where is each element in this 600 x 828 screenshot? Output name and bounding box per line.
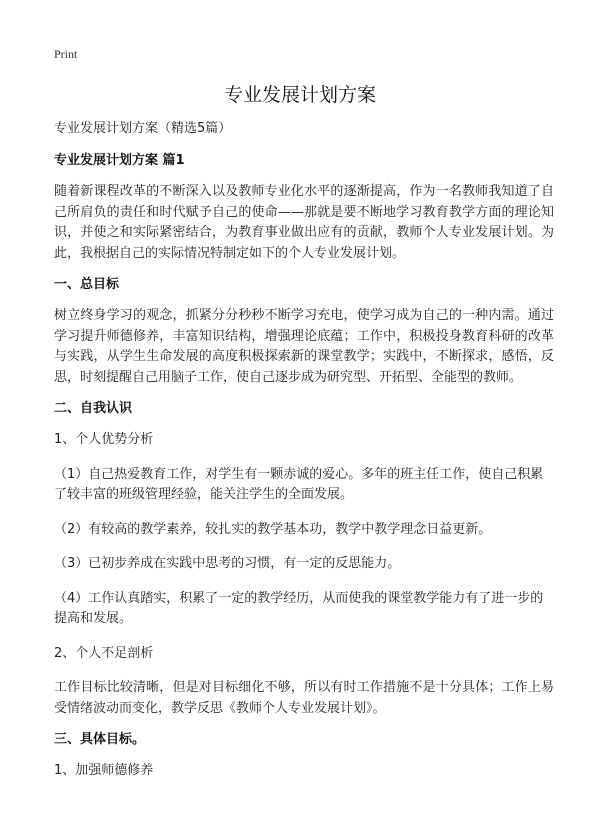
section-heading-self-assessment: 二、自我认识: [54, 401, 133, 416]
section-heading-specific-goals: 三、具体目标。: [54, 732, 146, 747]
strength-item: （4）工作认真踏实，积累了一定的教学经历，从而使我的课堂教学能力有了进一步的提高和发展。: [54, 590, 544, 626]
intro-paragraph: 随着新课程改革的不断深入以及教师专业化水平的逐渐提高，作为一名教师我知道了自己所肩负的责任和时代赋予自己的使命——那就是要不断地学习教育教学方面的理论知识，并使之和实际紧密结合，为教育事业做出应有的贡献，教师个人专业发展计划。为此，我根据自己的实际情况特制定如下的个人专业发展计划。: [54, 184, 554, 261]
document-subtitle: 专业发展计划方案（精选5篇）: [54, 121, 232, 136]
print-label[interactable]: Print: [54, 47, 78, 61]
subheading-strengths: 1、个人优势分析: [54, 432, 154, 447]
strength-item: （2）有较高的教学素养，较扎实的教学基本功，教学中教学理念日益更新。: [54, 521, 492, 537]
document-body: [54, 120, 554, 796]
article-heading: 专业发展计划方案 篇1: [54, 153, 185, 168]
strength-item: （1）自己热爱教育工作，对学生有一颗赤诚的爱心。多年的班主任工作，使自己积累了较丰富的班级管理经验，能关注学生的全面发展。: [54, 466, 544, 502]
weakness-paragraph: 工作目标比较清晰，但是对目标细化不够，所以有时工作措施不是十分具体；工作上易受情绪波动而变化，教学反思《教师个人专业发展计划》。: [54, 680, 554, 716]
section-heading-overall-goal: 一、总目标: [54, 277, 120, 292]
overall-goal-paragraph: 树立终身学习的观念，抓紧分分秒秒不断学习充电，使学习成为自己的一种内需。通过学习提升师德修养，丰富知识结构，增强理论底蕴；工作中，积极投身教育科研的改革与实践，从学生生命发展的高度积极探索新的课堂教学；实践中，不断探求，感悟，反思，时刻提醒自己用脑子工作，使自己逐步成为研究型、开拓型、全能型的教师。: [54, 308, 554, 385]
page-title: 专业发展计划方案: [223, 84, 376, 106]
subheading-weaknesses: 2、个人不足剖析: [54, 645, 154, 661]
subheading-ethics: 1、加强师德修养: [54, 763, 154, 778]
strength-item: （3）已初步养成在实践中思考的习惯，有一定的反思能力。: [54, 556, 401, 571]
